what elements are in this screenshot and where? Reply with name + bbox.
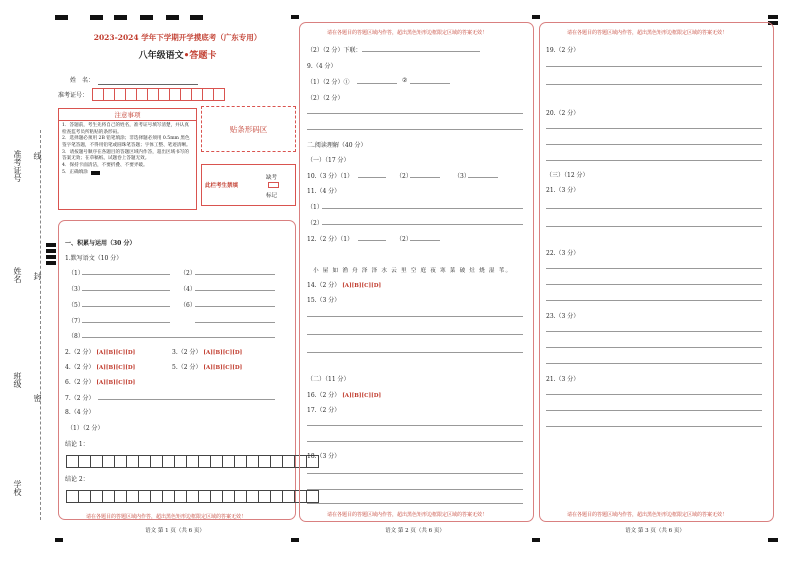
note-item: 4．保持卡面清洁，不要折叠、不要弄破。 <box>62 162 148 168</box>
panel-warning: 请在各题目的答题区域内作答，超出黑色矩形边框限定区域的答案无效！ <box>327 512 488 518</box>
side-name-label: 姓名 <box>13 267 22 283</box>
answer-line[interactable] <box>307 489 523 490</box>
blank-line[interactable] <box>195 290 275 291</box>
answer-line[interactable] <box>546 66 762 67</box>
q14-row <box>307 280 381 289</box>
answer-line[interactable] <box>546 363 762 364</box>
q9-1b-label: ② <box>402 77 408 84</box>
conclusion-1-label: 结论 1： <box>65 441 89 448</box>
registration-mark <box>140 15 153 20</box>
q13-text: 小 屋 如 渔 舟 泽 泽 水 云 里 空 庭 夜 寒 菜 破 灶 烧 湿 苇。 <box>313 268 513 274</box>
answer-line[interactable] <box>546 331 762 332</box>
absent-mark: 标记 <box>266 193 278 199</box>
blank-line[interactable] <box>82 274 170 275</box>
subsection-2-heading: （二）（11 分） <box>307 376 350 383</box>
q18-label: 18.（3 分） <box>307 453 341 460</box>
answer-line[interactable] <box>546 347 762 348</box>
absent-checkbox[interactable] <box>268 182 279 188</box>
q2-label: 2.（2 分） <box>65 349 95 356</box>
q8-2-label: （2）（2 分）下联： <box>307 47 362 54</box>
id-digit-box[interactable] <box>213 88 225 101</box>
blank-label: （8） <box>68 333 84 340</box>
blank-line[interactable] <box>82 322 170 323</box>
registration-mark <box>55 15 68 20</box>
answer-line[interactable] <box>546 226 762 227</box>
q10-label: 10.（3 分）（1） <box>307 173 354 180</box>
q16-row <box>307 390 381 399</box>
q9-1-label: （1）（2 分）① <box>307 79 350 86</box>
q16-options[interactable]: [A][B][C][D] <box>342 393 382 399</box>
registration-mark <box>46 243 56 247</box>
q3-row <box>172 347 242 356</box>
q1-label: 1.默写语文（10 分） <box>65 255 123 262</box>
note-item-5 <box>62 170 193 177</box>
notes-title: 注意事项 <box>59 109 196 121</box>
q17-label: 17.（2 分） <box>307 407 341 414</box>
answer-line[interactable] <box>546 128 762 129</box>
answer-line[interactable] <box>546 284 762 285</box>
subsection-1-heading: （一）（17 分） <box>307 157 350 164</box>
blank-line[interactable] <box>82 337 275 338</box>
q6-options[interactable]: [A][B][C][D] <box>96 380 136 386</box>
registration-mark <box>46 255 56 259</box>
answer-line[interactable] <box>322 208 523 209</box>
name-label: 姓 名： <box>70 77 95 84</box>
q2-row <box>65 347 135 356</box>
answer-line[interactable] <box>358 240 386 241</box>
panel-warning: 请在各题目的答题区域内作答，超出黑色矩形边框限定区域的答案无效！ <box>86 514 247 520</box>
answer-line[interactable] <box>546 268 762 269</box>
barcode-area: 贴条形码区 <box>201 106 296 152</box>
filled-sample <box>91 171 100 175</box>
answer-line[interactable] <box>307 503 523 504</box>
answer-line[interactable] <box>307 129 523 130</box>
answer-line[interactable] <box>307 473 523 474</box>
q11-label: 11.（4 分） <box>307 188 341 195</box>
registration-mark <box>90 15 103 20</box>
registration-mark <box>55 538 63 542</box>
side-id-label: 准考证号 <box>13 150 22 182</box>
absent-missing: 缺考 <box>266 175 278 181</box>
q4-label: 4.（2 分） <box>65 364 95 371</box>
q5-options[interactable]: [A][B][C][D] <box>203 365 243 371</box>
q2-options[interactable]: [A][B][C][D] <box>96 350 136 356</box>
name-field[interactable] <box>98 84 198 85</box>
registration-mark <box>46 261 56 265</box>
blank-line[interactable] <box>82 306 170 307</box>
q15-label: 15.（3 分） <box>307 297 341 304</box>
blank-label: （1） <box>68 270 84 277</box>
answer-line[interactable] <box>410 177 440 178</box>
note-item: 3．请按题号顺序在各题目的答题区域内作答，超出区域书写的答案无效；在草稿纸、试题卷上答题无效。 <box>62 149 189 162</box>
q14-label: 14.（2 分） <box>307 282 341 289</box>
q9-2-label: （2）（2 分） <box>307 95 344 102</box>
q7-label: 7.（2 分） <box>65 395 95 402</box>
subject-name: 八年级语文 <box>138 51 184 61</box>
q24-label: 21.（3 分） <box>546 376 580 383</box>
q3-options[interactable]: [A][B][C][D] <box>203 350 243 356</box>
subject-title <box>60 48 295 61</box>
answer-panel-3 <box>539 22 774 522</box>
q8-1-label: （1）（2 分） <box>67 425 104 432</box>
answer-line[interactable] <box>362 51 480 52</box>
blank-label: （3） <box>68 286 84 293</box>
note-item: 2．选择题必须用 2B 铅笔填涂；非选择题必须用 0.5mm 黑色签字笔答题，不得用铅笔或圆珠笔答题；字体工整、笔迹清晰。 <box>62 136 191 148</box>
answer-line[interactable] <box>546 394 762 395</box>
answer-line[interactable] <box>307 334 523 335</box>
q9-label: 9.（4 分） <box>307 63 337 70</box>
conclusion-1-grid[interactable] <box>66 455 318 468</box>
q3-label: 3.（2 分） <box>172 349 202 356</box>
page-footer: 语文 第 1 页（共 6 页） <box>145 528 205 534</box>
side-school-label: 学校 <box>13 480 22 496</box>
q23-label: 23.（3 分） <box>546 313 580 320</box>
q19-label: 19.（2 分） <box>546 47 580 54</box>
exam-title: 2023-2024 学年下学期开学摸底考（广东专用） <box>93 33 262 42</box>
q6-label: 6.（2 分） <box>65 379 95 386</box>
q5-label: 5.（2 分） <box>172 364 202 371</box>
answer-line[interactable] <box>546 426 762 427</box>
blank-line[interactable] <box>195 274 275 275</box>
page-footer: 语文 第 2 页（共 6 页） <box>385 528 445 534</box>
title-dot: • <box>183 51 190 61</box>
blank-line[interactable] <box>195 322 275 323</box>
absent-label: 此栏考生禁填 <box>205 183 239 189</box>
answer-line[interactable] <box>546 160 762 161</box>
page-footer: 语文 第 3 页（共 6 页） <box>625 528 685 534</box>
blank-line[interactable] <box>195 306 275 307</box>
panel-warning: 请在各题目的答题区域内作答，超出黑色矩形边框限定区域的答案无效！ <box>327 30 488 36</box>
q10b-label: （2） <box>396 173 412 180</box>
id-label: 准考证号： <box>58 92 89 99</box>
answer-line[interactable] <box>307 113 523 114</box>
answer-line[interactable] <box>546 84 762 85</box>
blank-label: （2） <box>180 270 196 277</box>
q21-label: 21.（3 分） <box>546 187 580 194</box>
q12-label: 12.（2 分）（1） <box>307 236 354 243</box>
blank-label: （7） <box>68 318 84 325</box>
conclusion-2-grid[interactable] <box>66 490 318 503</box>
answer-line[interactable] <box>410 83 450 84</box>
answer-line[interactable] <box>307 352 523 353</box>
cut-line <box>40 130 41 520</box>
answer-line[interactable] <box>546 144 762 145</box>
answer-line[interactable] <box>307 425 523 426</box>
answer-line[interactable] <box>357 83 397 84</box>
answer-line[interactable] <box>546 410 762 411</box>
note-item: 5．正确填涂 <box>62 169 88 175</box>
answer-line[interactable] <box>98 399 275 400</box>
registration-mark <box>190 15 203 20</box>
absent-box <box>201 164 296 206</box>
answer-line[interactable] <box>546 300 762 301</box>
registration-mark <box>291 538 299 542</box>
registration-mark <box>768 538 778 542</box>
answer-line[interactable] <box>410 240 440 241</box>
q20-label: 20.（2 分） <box>546 110 580 117</box>
answer-line[interactable] <box>307 441 523 442</box>
conclusion-2-label: 结论 2： <box>65 476 89 483</box>
blank-label: （4） <box>180 286 196 293</box>
side-line-label: 线 <box>33 152 42 160</box>
subsection-3-heading: （三）（12 分） <box>546 172 589 179</box>
side-class-label: 班级 <box>13 372 22 388</box>
q14-options[interactable]: [A][B][C][D] <box>342 283 382 289</box>
registration-mark <box>532 538 540 542</box>
note-item: 1．答题前，考生先将自己的姓名，准考证号填写清楚，并认真检查监考员所粘贴的条形码。 <box>62 123 189 135</box>
answer-line[interactable] <box>546 208 762 209</box>
q22-label: 22.（3 分） <box>546 250 580 257</box>
panel-warning: 请在各题目的答题区域内作答，超出黑色矩形边框限定区域的答案无效！ <box>567 512 728 518</box>
card-label: 答题卡 <box>189 51 217 61</box>
q8-label: 8.（4 分） <box>65 409 95 416</box>
q12b-label: （2） <box>396 236 412 243</box>
q16-label: 16.（2 分） <box>307 392 341 399</box>
q11-2-label: （2） <box>307 220 323 227</box>
id-boxes <box>92 88 224 101</box>
answer-line[interactable] <box>322 224 523 225</box>
blank-line[interactable] <box>82 290 170 291</box>
answer-line[interactable] <box>307 316 523 317</box>
section-2-heading: 二.阅读理解（40 分） <box>307 142 367 149</box>
registration-mark <box>532 15 540 19</box>
blank-label: （5） <box>68 302 84 309</box>
notes-box <box>58 108 197 210</box>
panel-warning: 请在各题目的答题区域内作答，超出黑色矩形边框限定区域的答案无效！ <box>567 30 728 36</box>
notes-list <box>59 121 196 178</box>
answer-line[interactable] <box>358 177 386 178</box>
q10c-label: （3） <box>454 173 470 180</box>
q11-1-label: （1） <box>307 204 323 211</box>
registration-mark <box>166 15 179 20</box>
registration-mark <box>46 249 56 253</box>
blank-label: （6） <box>180 302 196 309</box>
registration-mark <box>114 15 127 20</box>
answer-line[interactable] <box>468 177 498 178</box>
side-secret-label: 密 <box>33 394 42 402</box>
q4-row <box>65 362 135 371</box>
q6-row <box>65 377 135 386</box>
registration-mark <box>291 15 299 19</box>
side-seal-label: 封 <box>33 272 42 280</box>
q5-row <box>172 362 242 371</box>
q4-options[interactable]: [A][B][C][D] <box>96 365 136 371</box>
registration-mark <box>768 15 778 19</box>
section-1-heading: 一、积累与运用（30 分） <box>65 240 136 247</box>
